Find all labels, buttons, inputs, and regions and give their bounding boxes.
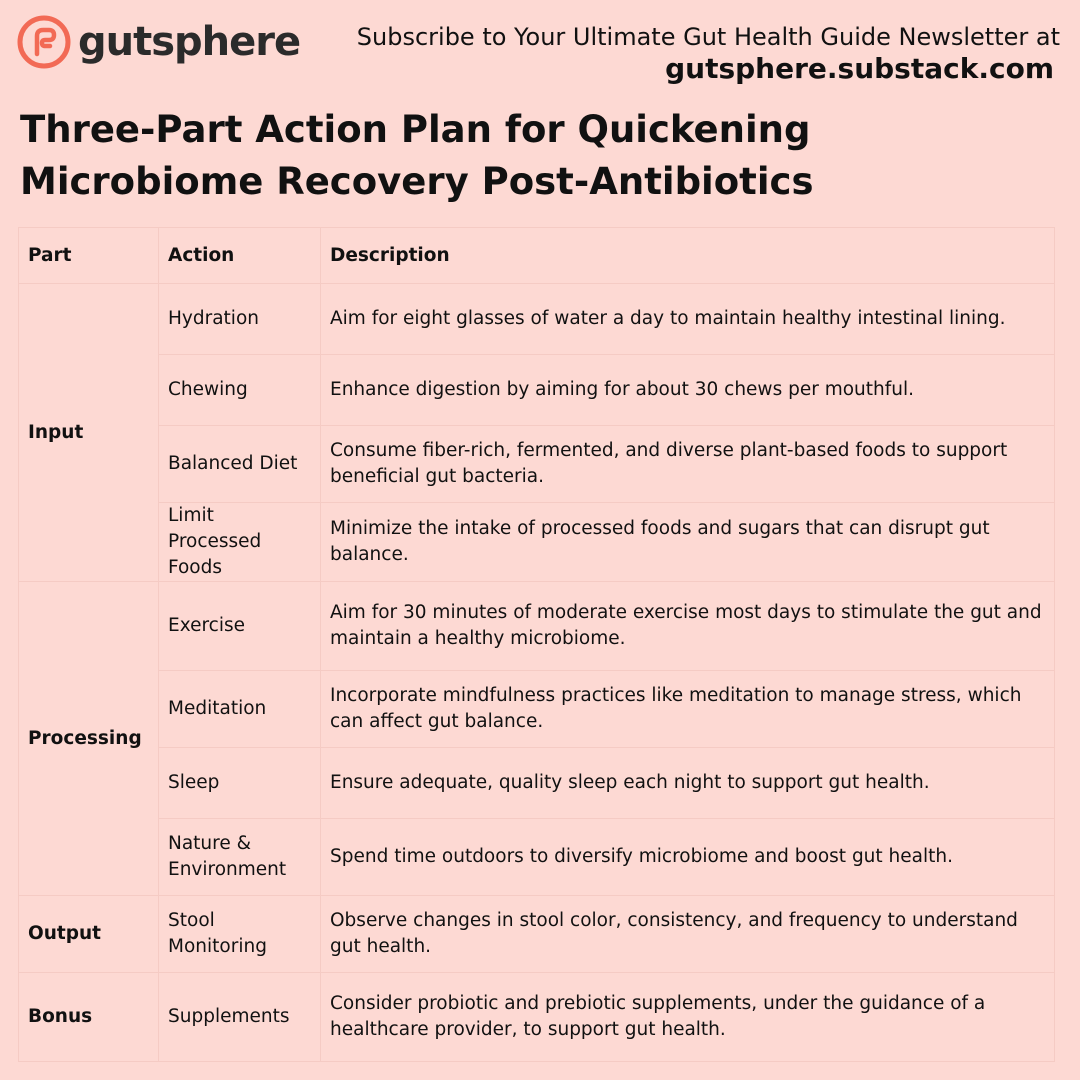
table-row — [19, 355, 1055, 426]
page-title: Three-Part Action Plan for Quickening Microbiome Recovery Post-Antibiotics — [20, 108, 814, 203]
description-cell: Enhance digestion by aiming for about 30 chews per mouthful. — [321, 355, 1055, 426]
gut-logo-icon — [16, 14, 72, 70]
subscribe-text: Subscribe to Your Ultimate Gut Health Guide Newsletter at — [356, 23, 1060, 51]
table-row — [19, 819, 1055, 896]
subscribe-block — [357, 22, 1060, 86]
action-cell: Exercise — [159, 582, 321, 671]
description-cell: Spend time outdoors to diversify microbiome and boost gut health. — [321, 819, 1055, 896]
subscribe-url[interactable]: gutsphere.substack.com — [665, 52, 1054, 85]
action-cell: Balanced Diet — [159, 426, 321, 503]
table-row — [19, 582, 1055, 671]
table-row — [19, 671, 1055, 748]
description-cell: Incorporate mindfulness practices like meditation to manage stress, which can affect gut balance. — [321, 671, 1055, 748]
action-cell: Chewing — [159, 355, 321, 426]
description-cell: Minimize the intake of processed foods and sugars that can disrupt gut balance. — [321, 503, 1055, 582]
description-cell: Consume fiber-rich, fermented, and diverse plant-based foods to support beneficial gut bacteria. — [321, 426, 1055, 503]
description-cell: Aim for 30 minutes of moderate exercise most days to stimulate the gut and maintain a healthy microbiome. — [321, 582, 1055, 671]
action-cell: Meditation — [159, 671, 321, 748]
header-description: Description — [321, 228, 1055, 284]
part-cell-processing: Processing — [19, 582, 159, 896]
description-cell: Ensure adequate, quality sleep each night to support gut health. — [321, 748, 1055, 819]
action-cell: Hydration — [159, 284, 321, 355]
action-cell: Supplements — [159, 973, 321, 1062]
table-row — [19, 503, 1055, 582]
action-cell: Limit Processed Foods — [159, 503, 321, 582]
description-cell: Consider probiotic and prebiotic supplements, under the guidance of a healthcare provider, to support gut health. — [321, 973, 1055, 1062]
table-row — [19, 284, 1055, 355]
description-cell: Observe changes in stool color, consistency, and frequency to understand gut health. — [321, 896, 1055, 973]
action-plan-table — [18, 227, 1055, 1062]
table-header-row — [19, 228, 1055, 284]
action-cell: Sleep — [159, 748, 321, 819]
part-cell-bonus: Bonus — [19, 973, 159, 1062]
table-row — [19, 896, 1055, 973]
header-action: Action — [159, 228, 321, 284]
logo — [16, 14, 300, 70]
header-part: Part — [19, 228, 159, 284]
table-row — [19, 426, 1055, 503]
table-row — [19, 748, 1055, 819]
part-cell-output: Output — [19, 896, 159, 973]
table-row — [19, 973, 1055, 1062]
part-cell-input: Input — [19, 284, 159, 582]
action-cell: Nature & Environment — [159, 819, 321, 896]
description-cell: Aim for eight glasses of water a day to maintain healthy intestinal lining. — [321, 284, 1055, 355]
brand-name: gutsphere — [78, 19, 301, 65]
header — [0, 0, 1080, 100]
action-cell: Stool Monitoring — [159, 896, 321, 973]
